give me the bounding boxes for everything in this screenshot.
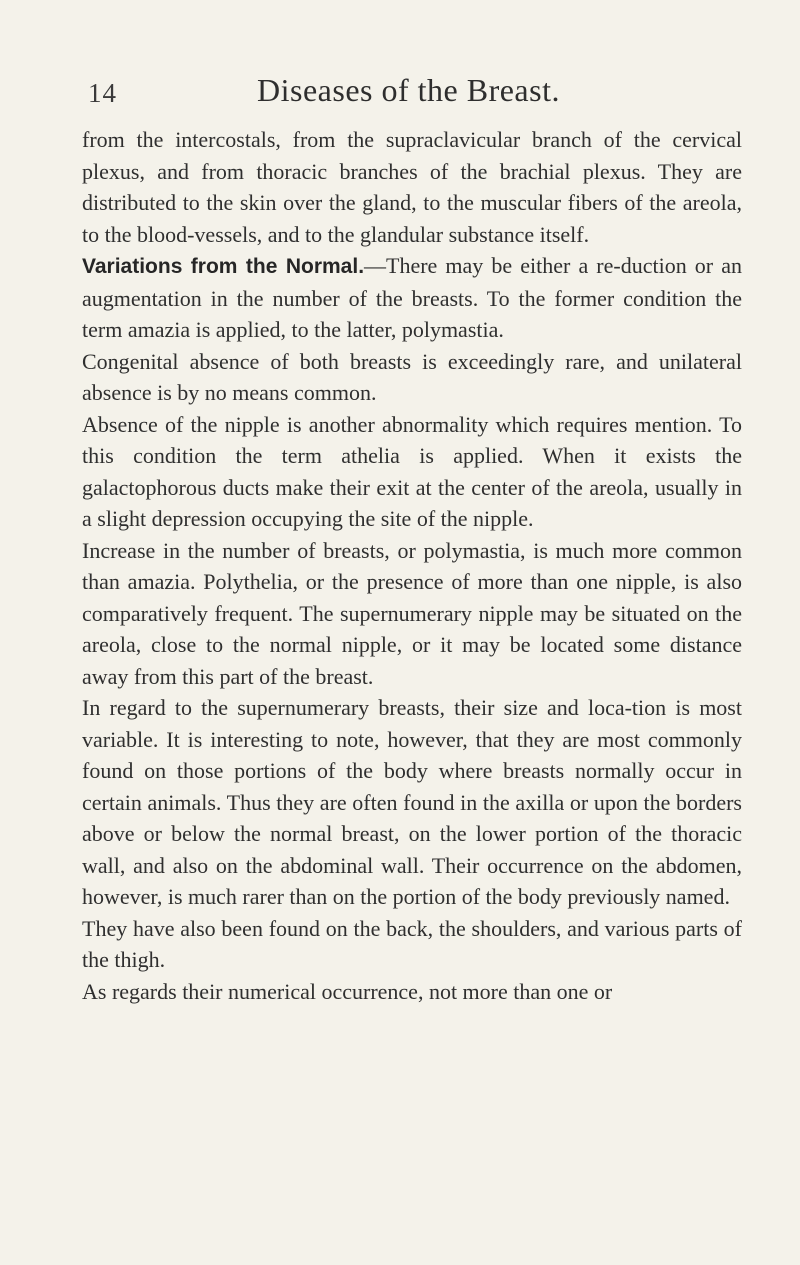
paragraph-congenital-absence <box>82 346 742 409</box>
paragraph-supernumerary-breasts <box>82 692 742 913</box>
paragraph-text: —There may be either a re-duction or an augmentation in the number of the breasts. To the former condition the term amazia is applied, to the latter, polymastia. <box>82 253 742 342</box>
running-head <box>0 72 800 112</box>
paragraph-text: Absence of the nipple is another abnormality which requires mention. To this condition the term athelia is applied. When it exists the galactophorous ducts make their exit at the center of the areola, usually in a slight depression occupying the site of the nipple. <box>82 411 742 531</box>
paragraph-variations <box>82 250 742 346</box>
paragraph-text: from the intercostals, from the supraclavicular branch of the cervical plexus, and from thoracic branches of the brachial plexus. They are distributed to the skin over the gland, to the muscular fibers of the areola, to the blood-vessels, and to the glandular substance itself. <box>82 127 742 247</box>
paragraph-text: Congenital absence of both breasts is exceedingly rare, and unilateral absence is by no means common. <box>82 348 742 405</box>
paragraph-athelia <box>82 409 742 535</box>
paragraph-polymastia <box>82 535 742 693</box>
paragraph-text: As regards their numerical occurrence, not more than one or <box>82 978 613 1004</box>
paragraph-text: Increase in the number of breasts, or polymastia, is much more common than amazia. Polythelia, or the presence of more than one nipple, is also comparatively frequent. The supernumerary nipple may be situated on the areola, close to the normal nipple, or it may be located some distance away from this part of the breast. <box>82 537 742 689</box>
body-text <box>82 124 742 1007</box>
paragraph-other-locations <box>82 913 742 976</box>
paragraph-text: They have also been found on the back, the shoulders, and various parts of the thigh. <box>82 915 742 972</box>
running-title: Diseases of the Breast. <box>257 72 560 108</box>
paragraph-text: In regard to the supernumerary breasts, their size and loca-tion is most variable. It is interesting to note, however, that they are most commonly found on those portions of the body where breasts normally occur in certain animals. Thus they are often found in the axilla or upon the borders above or below the normal breast, on the lower portion of the thoracic wall, and also on the abdominal wall. Their occurrence on the abdomen, however, is much rarer than on the portion of the body previously named. <box>82 695 742 909</box>
page-number: 14 <box>88 78 117 108</box>
section-heading: Variations from the Normal. <box>82 255 365 278</box>
paragraph-numerical-occurrence <box>82 976 742 1008</box>
paragraph-continuation <box>82 124 742 250</box>
